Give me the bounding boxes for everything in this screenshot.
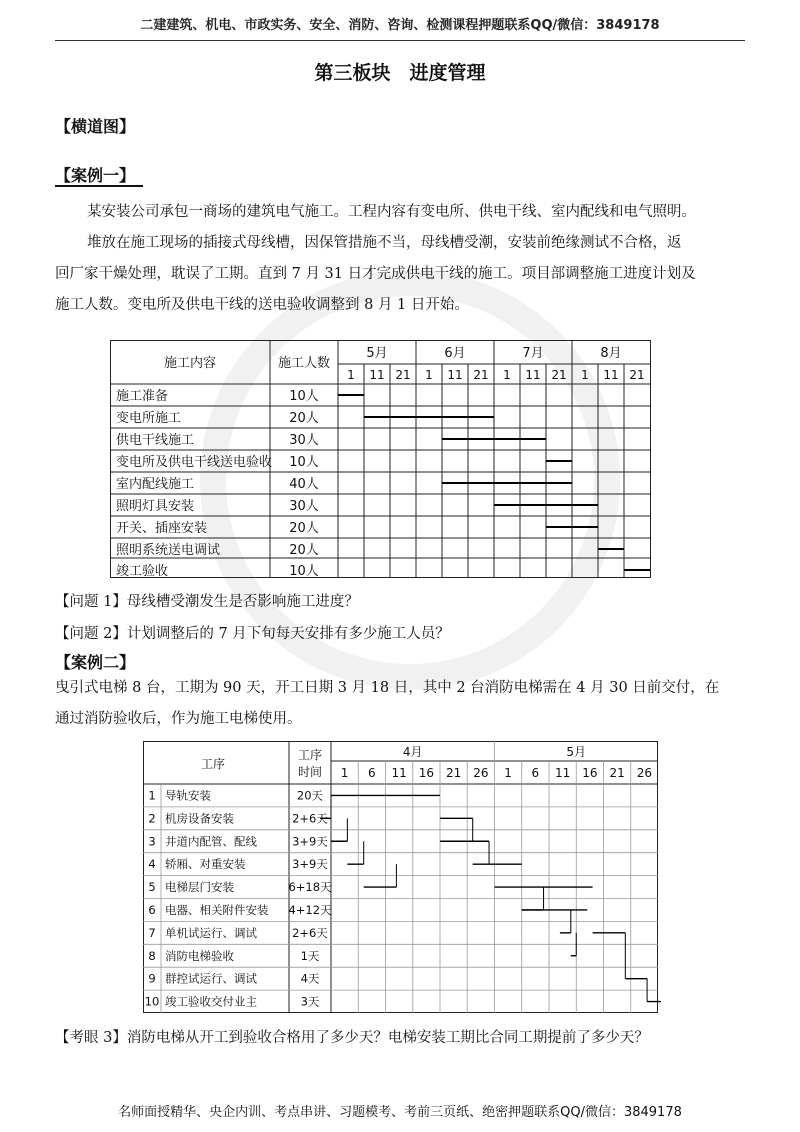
day-header: 11: [369, 368, 385, 382]
day-header: 11: [554, 766, 571, 780]
process-name: 轿厢、对重安装: [165, 857, 246, 872]
day-header: 21: [445, 766, 462, 780]
day-header: 21: [609, 766, 625, 780]
row-number: 10: [144, 994, 160, 1009]
process-time: 20天: [296, 788, 324, 803]
process-name: 井道内配管、配线: [165, 834, 257, 849]
case2-para-line1: 曳引式电梯 8 台，工期为 90 天，开工日期 3 月 18 日，其中 2 台消防电梯需在 4 月 30 日前交付，在: [55, 680, 720, 696]
month-header: 6月: [444, 346, 466, 361]
row-number: 6: [148, 902, 156, 917]
section-label: 【横道图】: [55, 117, 136, 136]
day-header: 26: [473, 766, 489, 780]
process-name: 消防电梯验收: [165, 948, 234, 963]
row-number: 5: [148, 880, 156, 895]
day-header: 1: [425, 368, 433, 382]
process-name: 导轨安装: [165, 788, 211, 803]
day-header: 1: [581, 368, 589, 382]
case1-question1: 【问题 1】母线槽受潮发生是否影响施工进度？: [55, 594, 359, 610]
task-name: 照明系统送电调试: [116, 543, 221, 558]
month-header: 5月: [566, 745, 587, 759]
case2-description: [55, 673, 755, 735]
day-header: 21: [551, 368, 567, 382]
day-header: 1: [340, 766, 349, 780]
process-time: 3天: [300, 994, 320, 1009]
people-count: 10人: [289, 389, 319, 404]
row-number: 8: [148, 948, 156, 963]
row-number: 9: [148, 971, 156, 986]
process-name: 机房设备安装: [165, 811, 234, 826]
people-count: 10人: [289, 564, 319, 579]
case1-question2: 【问题 2】计划调整后的 7 月下旬每天安排有多少施工人员？: [55, 626, 450, 642]
task-name: 竣工验收: [116, 564, 169, 579]
page-title: 第三板块 进度管理: [314, 62, 486, 84]
task-name: 照明灯具安装: [116, 499, 195, 514]
process-name: 单机试运行、调试: [165, 925, 257, 940]
day-header: 11: [391, 766, 407, 780]
day-header: 1: [503, 368, 511, 382]
day-header: 11: [525, 368, 541, 382]
case2-gantt-table: [143, 741, 661, 1016]
row-number: 3: [148, 834, 156, 849]
day-header: 16: [582, 766, 598, 780]
process-time: 3+9天: [292, 857, 328, 872]
process-time: 2+6天: [292, 811, 328, 826]
row-number: 4: [148, 857, 156, 872]
people-count: 20人: [289, 521, 319, 536]
case1-para2-line1: 堆放在施工现场的插接式母线槽，因保管措施不当，母线槽受潮，安装前绝缘测试不合格，返: [87, 235, 682, 251]
process-time: 2+6天: [292, 925, 328, 940]
month-header: 4月: [402, 745, 423, 759]
case1-para2-line2: 回厂家干燥处理，耽误了工期。直到 7 月 31 日才完成供电干线的施工。项目部调整施工进度计划及: [55, 266, 696, 282]
task-name: 变电所及供电干线送电验收: [116, 455, 273, 470]
case1-label: 【案例一】: [55, 166, 143, 187]
day-header: 6: [531, 766, 540, 780]
case2-question3: 【考眼 3】消防电梯从开工到验收合格用了多少天？电梯安装工期比合同工期提前了多少天？: [55, 1030, 649, 1046]
day-header: 21: [395, 368, 411, 382]
col-time-header-1: 工序: [297, 748, 323, 762]
page-header: 二建建筑、机电、市政实务、安全、消防、咨询、检测课程押题联系QQ/微信：3849178: [140, 18, 660, 33]
task-name: 开关、插座安装: [116, 521, 208, 536]
process-time: 4+12天: [288, 902, 332, 917]
task-name: 施工准备: [116, 389, 169, 404]
day-header: 6: [368, 766, 376, 780]
row-number: 1: [148, 788, 156, 803]
process-time: 4天: [300, 971, 320, 986]
day-header: 16: [418, 766, 435, 780]
day-header: 11: [603, 368, 619, 382]
col-time-header-2: 时间: [297, 765, 323, 779]
case1-description: [55, 197, 755, 321]
row-number: 7: [148, 925, 156, 940]
process-name: 群控试运行、调试: [165, 971, 257, 986]
case1-label-wrap: [55, 163, 143, 186]
case1-gantt-table: [110, 340, 655, 582]
task-name: 室内配线施工: [116, 477, 195, 492]
page-footer: 名师面授精华、央企内训、考点串讲、习题模考、考前三页纸、绝密押题联系QQ/微信：3849178: [118, 1105, 682, 1120]
day-header: 1: [347, 368, 355, 382]
day-header: 11: [447, 368, 463, 382]
month-header: 5月: [366, 346, 388, 361]
case2-label: 【案例二】: [55, 653, 136, 672]
case2-para-line2: 通过消防验收后，作为施工电梯使用。: [55, 711, 302, 727]
col-task-header: 施工内容: [163, 356, 217, 371]
day-header: 21: [629, 368, 645, 382]
day-header: 26: [636, 766, 653, 780]
col-process-header: 工序: [200, 757, 226, 771]
case1-para2-line3: 施工人数。变电所及供电干线的送电验收调整到 8 月 1 日开始。: [55, 297, 469, 313]
people-count: 10人: [289, 455, 319, 470]
row-number: 2: [148, 811, 156, 826]
task-name: 变电所施工: [116, 411, 182, 426]
col-people-header: 施工人数: [277, 356, 331, 371]
month-header: 8月: [600, 346, 622, 361]
people-count: 30人: [289, 433, 319, 448]
month-header: 7月: [522, 346, 544, 361]
people-count: 20人: [289, 411, 319, 426]
task-name: 供电干线施工: [116, 433, 195, 448]
process-name: 电器、相关附件安装: [165, 902, 269, 917]
process-time: 3+9天: [292, 834, 328, 849]
day-header: 21: [473, 368, 489, 382]
people-count: 40人: [289, 477, 319, 492]
case1-para1: 某安装公司承包一商场的建筑电气施工。工程内容有变电所、供电干线、室内配线和电气照明。: [87, 204, 696, 220]
process-time: 1天: [300, 948, 320, 963]
process-name: 竣工验收交付业主: [165, 994, 257, 1009]
people-count: 30人: [289, 499, 319, 514]
day-header: 1: [504, 766, 512, 780]
header-divider: [55, 40, 745, 41]
people-count: 20人: [289, 543, 319, 558]
process-name: 电梯层门安装: [165, 880, 234, 895]
process-time: 6+18天: [288, 880, 332, 895]
